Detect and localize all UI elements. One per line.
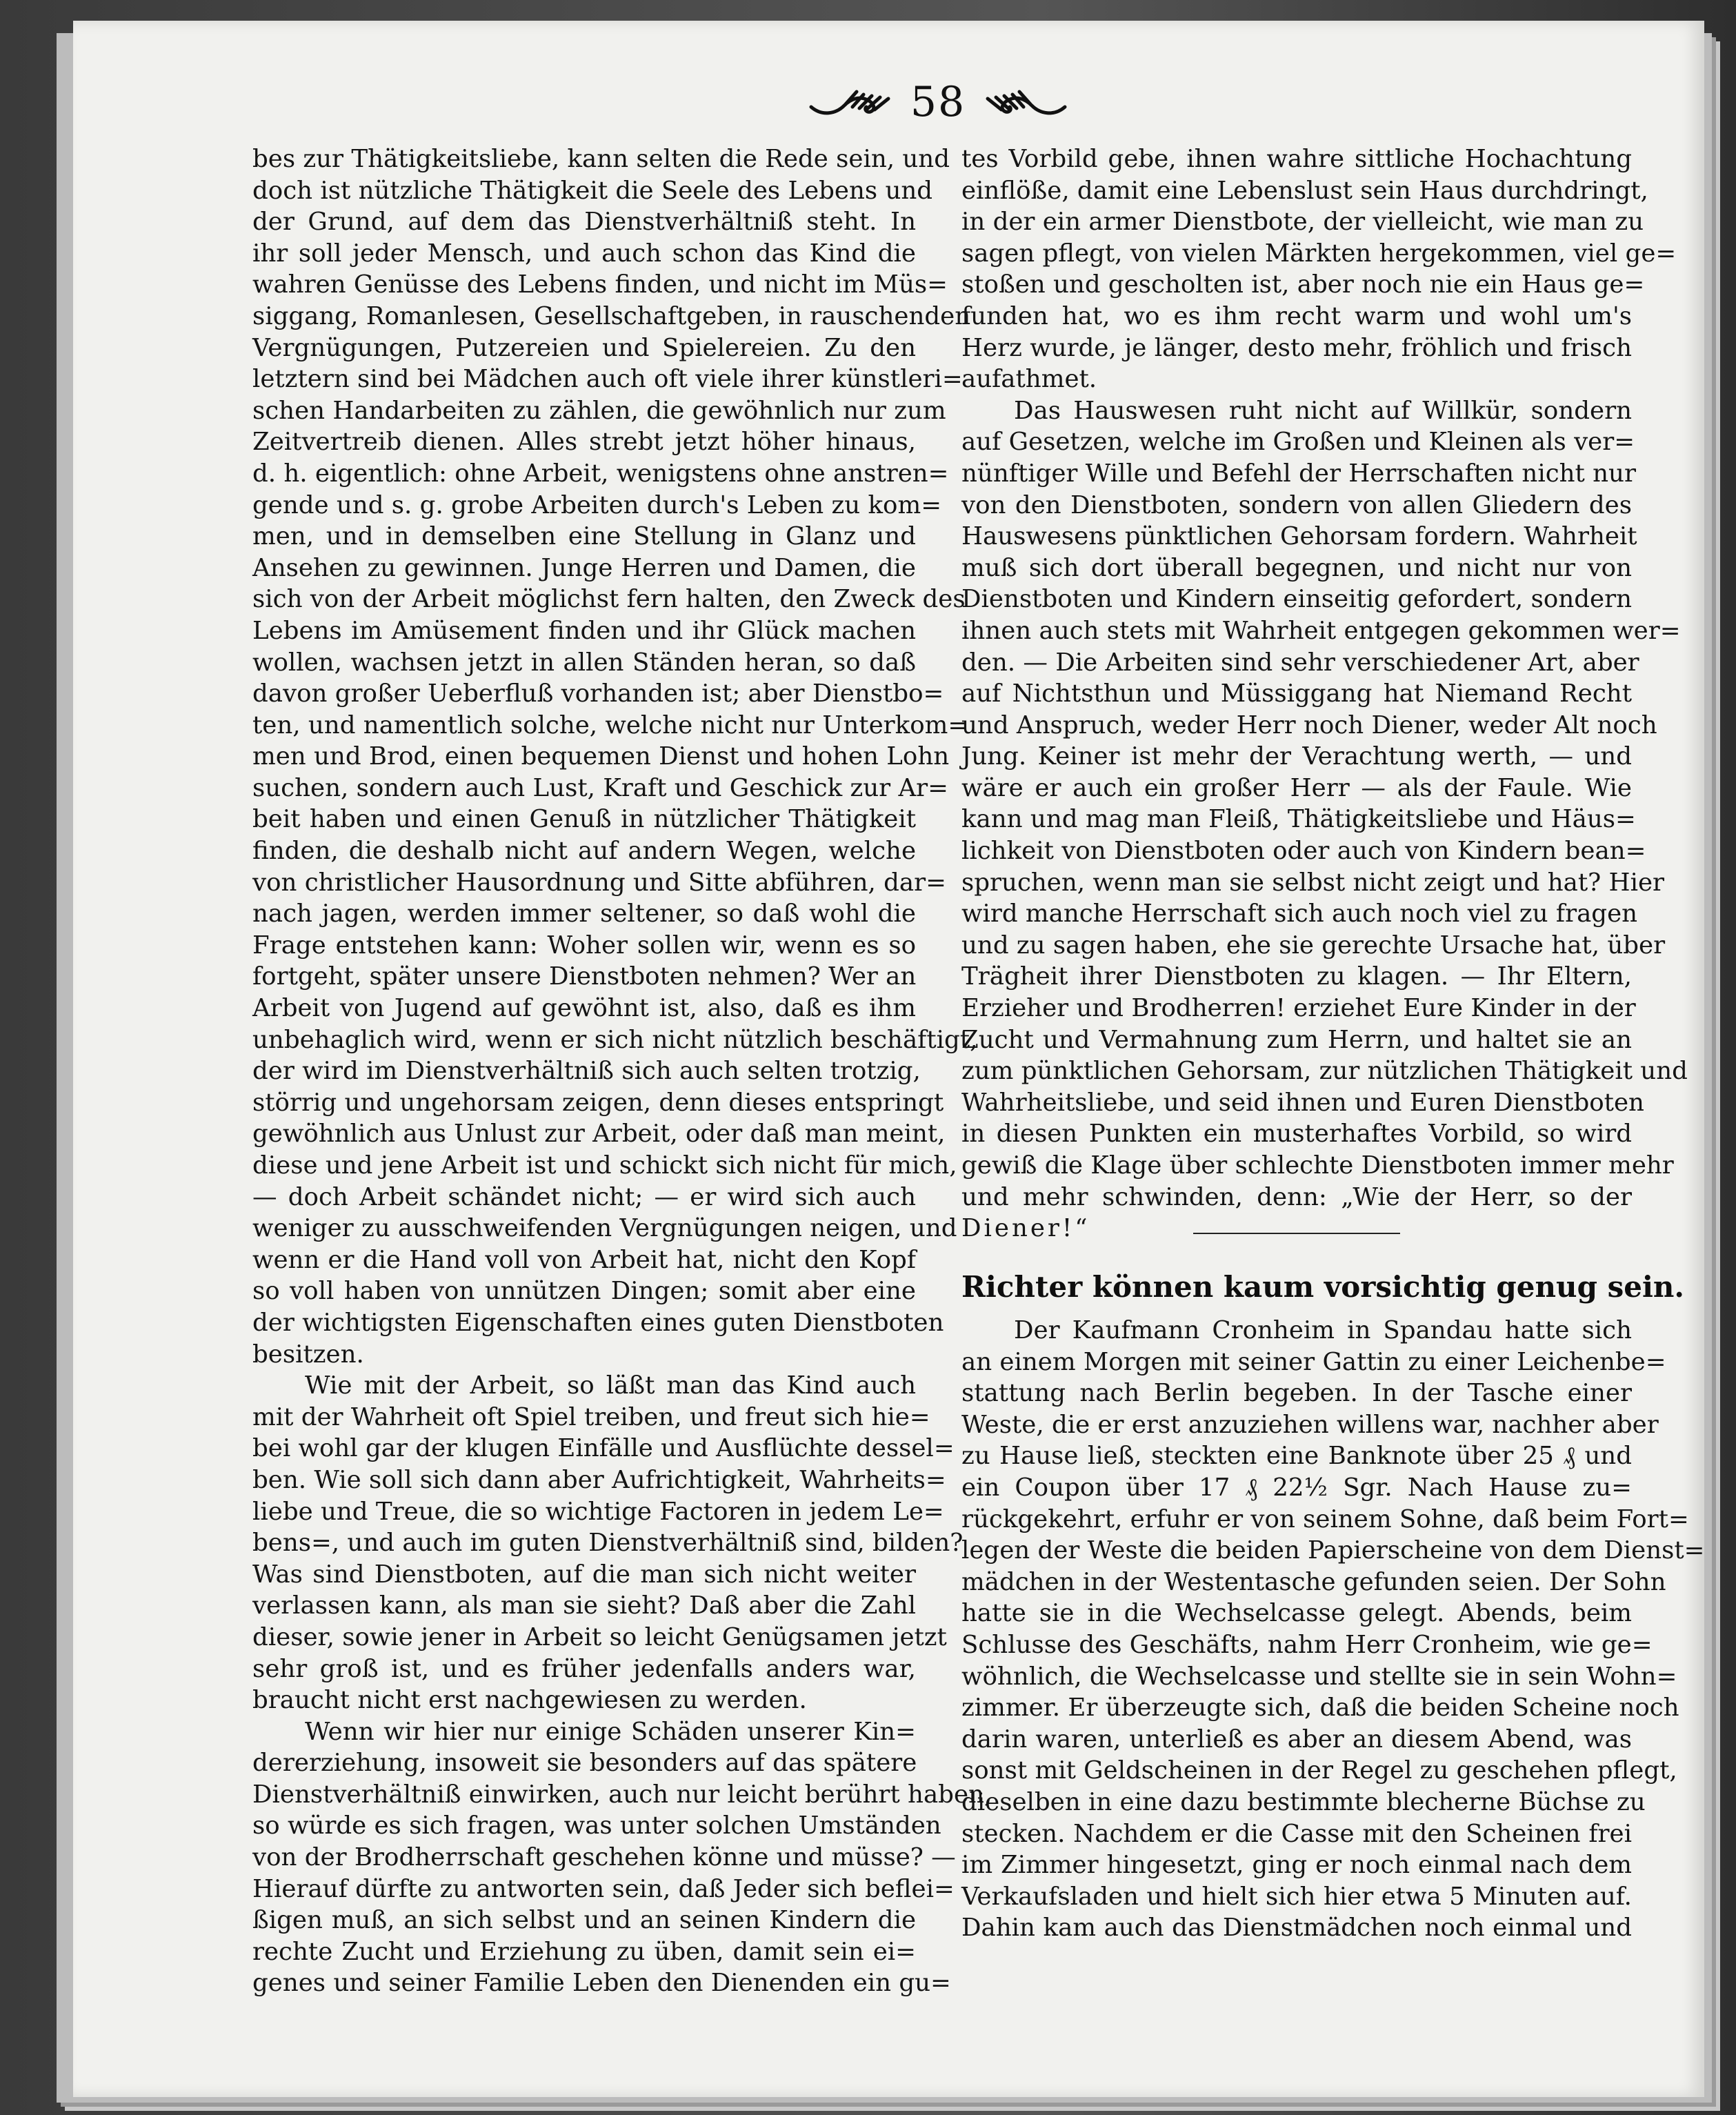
text-line: finden, die deshalb nicht auf andern Wegen, welche [252,837,916,866]
text-line: wollen, wachsen jetzt in allen Ständen heran, so daß [252,648,916,677]
text-line: störrig und ungehorsam zeigen, denn dieses entspringt [252,1088,944,1117]
text-line: gewiß die Klage über schlechte Dienstboten immer mehr [961,1151,1674,1180]
text-line: Erzieher und Brodherren! erziehet Eure Kinder in der [961,994,1636,1023]
text-line: Wahrheitsliebe, und seid ihnen und Euren Dienstboten [961,1088,1644,1117]
text-line: rückgekehrt, erfuhr er von seinem Sohne, daß beim Fort= [961,1505,1689,1533]
text-line: beit haben und einen Genuß in nützlicher Thätigkeit [252,805,916,834]
text-line: der wird im Dienstverhältniß sich auch selten trotzig, [252,1057,921,1086]
article-title: Richter können kaum vorsichtig genug sein. [961,1270,1685,1304]
text-line: sonst mit Geldscheinen in der Regel zu geschehen pflegt, [961,1756,1677,1785]
text-line: von der Brodherrschaft geschehen könne und müsse? — [252,1843,956,1872]
text-line: Hauswesens pünktlichen Gehorsam fordern. Wahrheit [961,522,1637,551]
text-line: legen der Weste die beiden Papierscheine von dem Dienst= [961,1536,1705,1565]
text-line: von christlicher Hausordnung und Sitte abführen, dar= [252,868,946,897]
text-line: mit der Wahrheit oft Spiel treiben, und freut sich hie= [252,1402,930,1431]
text-line: Jung. Keiner ist mehr der Verachtung werth, — und [961,742,1632,771]
text-line: ihnen auch stets mit Wahrheit entgegen gekommen wer= [961,616,1681,645]
left-ornament-icon [808,86,892,118]
text-line: der wichtigsten Eigenschaften eines guten Dienstboten [252,1308,944,1337]
text-line: Wie mit der Arbeit, so läßt man das Kind auch [305,1371,916,1400]
text-line: diese und jene Arbeit ist und schickt sich nicht für mich, [252,1151,957,1180]
text-line: suchen, sondern auch Lust, Kraft und Geschick zur Ar= [252,773,948,802]
text-line: Dienstboten und Kindern einseitig gefordert, sondern [961,585,1632,614]
text-line: tes Vorbild gebe, ihnen wahre sittliche Hochachtung [961,145,1632,173]
text-line: Schlusse des Geschäfts, nahm Herr Cronheim, wie ge= [961,1630,1653,1659]
text-line: von den Dienstboten, sondern von allen Gliedern des [961,490,1632,519]
text-line: besitzen. [252,1340,364,1369]
text-line: auf Nichtsthun und Müssiggang hat Niemand Recht [961,679,1632,708]
text-line: d. h. eigentlich: ohne Arbeit, wenigstens ohne anstren= [252,459,949,488]
text-line: in der ein armer Dienstbote, der vielleicht, wie man zu [961,208,1644,237]
text-line: und Anspruch, weder Herr noch Diener, weder Alt noch [961,711,1657,739]
text-line: ßigen muß, an sich selbst und an seinen Kindern die [252,1906,916,1935]
text-line: aufathmet. [961,365,1097,394]
text-line: ihr soll jeder Mensch, und auch schon das Kind die [252,239,916,268]
text-line: zu Hause ließ, steckten eine Banknote über 25 ₰ und [961,1442,1632,1471]
text-line: wenn er die Hand voll von Arbeit hat, nicht den Kopf [252,1245,916,1274]
text-line: men, und in demselben eine Stellung in Glanz und [252,522,916,551]
text-line: fortgeht, später unsere Dienstboten nehmen? Wer an [252,962,917,991]
text-line: Der Kaufmann Cronheim in Spandau hatte sich [1014,1316,1632,1344]
text-line: zimmer. Er überzeugte sich, daß die beiden Scheine noch [961,1694,1679,1722]
text-line: ben. Wie soll sich dann aber Aufrichtigkeit, Wahrheits= [252,1465,946,1494]
text-line: und mehr schwinden, denn: „Wie der Herr, so der [961,1182,1632,1211]
text-line: doch ist nützliche Thätigkeit die Seele des Lebens und [252,176,933,205]
text-line: so voll haben von unnützen Dingen; somit aber eine [252,1277,916,1306]
text-line: braucht nicht erst nachgewiesen zu werden. [252,1686,807,1715]
text-line: spruchen, wenn man sie selbst nicht zeigt und hat? Hier [961,868,1665,897]
text-line: Dienstverhältniß einwirken, auch nur leicht berührt haben, [252,1780,992,1809]
text-line: im Zimmer hingesetzt, ging er noch einmal nach dem [961,1851,1632,1880]
text-line: letztern sind bei Mädchen auch oft viele ihrer künstleri= [252,365,963,394]
text-line: muß sich dort überall begegnen, und nicht nur von [961,553,1632,582]
text-line: Weste, die er erst anzuziehen willens war, nachher aber [961,1410,1659,1439]
text-line: Das Hauswesen ruht nicht auf Willkür, sondern [1014,396,1632,425]
page-number: 58 [910,78,966,126]
text-line: stecken. Nachdem er die Casse mit den Scheinen frei [961,1819,1632,1848]
text-line: und zu sagen haben, ehe sie gerechte Ursache hat, über [961,931,1666,960]
text-line: siggang, Romanlesen, Gesellschaftgeben, in rauschenden [252,301,971,330]
text-line: weniger zu ausschweifenden Vergnügungen neigen, und [252,1214,957,1243]
text-line: schen Handarbeiten zu zählen, die gewöhnlich nur zum [252,396,946,425]
text-line: nach jagen, werden immer seltener, so daß wohl die [252,900,916,929]
text-line: so würde es sich fragen, was unter solchen Umständen [252,1811,941,1840]
text-line: bei wohl gar der klugen Einfälle und Ausflüchte dessel= [252,1434,955,1463]
text-line: genes und seiner Familie Leben den Dienenden ein gu= [252,1969,951,1998]
text-line: Trägheit ihrer Dienstboten zu klagen. — Ihr Eltern, [961,962,1632,991]
text-line: den. — Die Arbeiten sind sehr verschiedener Art, aber [961,648,1639,677]
text-line: Herz wurde, je länger, desto mehr, fröhlich und frisch [961,333,1632,362]
text-line: Zucht und Vermahnung zum Herrn, und haltet sie an [961,1025,1632,1054]
text-line: an einem Morgen mit seiner Gattin zu einer Leichenbe= [961,1347,1666,1376]
text-line: lichkeit von Dienstboten oder auch von Kindern bean= [961,837,1646,866]
text-line: Zeitvertreib dienen. Alles strebt jetzt höher hinaus, [252,428,916,457]
text-line: wäre er auch ein großer Herr — als der Faule. Wie [961,773,1632,802]
text-line: in diesen Punkten ein musterhaftes Vorbild, so wird [961,1120,1632,1149]
text-line: unbehaglich wird, wenn er sich nicht nützlich beschäftigt, [252,1025,978,1054]
text-line: davon großer Ueberfluß vorhanden ist; aber Dienstbo= [252,679,944,708]
text-line: nünftiger Wille und Befehl der Herrschaften nicht nur [961,459,1636,488]
text-line: Diener!“ [961,1214,1090,1243]
text-line: ten, und namentlich solche, welche nicht nur Unterkom= [252,711,969,739]
text-line: bens=, und auch im guten Dienstverhältniß sind, bilden? [252,1529,964,1558]
text-line: liebe und Treue, die so wichtige Factoren in jedem Le= [252,1497,944,1526]
text-line: Vergnügungen, Putzereien und Spielereien. Zu den [252,333,916,362]
text-line: auf Gesetzen, welche im Großen und Kleinen als ver= [961,428,1635,457]
text-line: dererziehung, insoweit sie besonders auf das spätere [252,1749,917,1778]
text-line: Wenn wir hier nur einige Schäden unserer Kin= [305,1717,916,1746]
text-line: Verkaufsladen und hielt sich hier etwa 5 Minuten auf. [961,1882,1632,1911]
text-line: bes zur Thätigkeitsliebe, kann selten die Rede sein, und [252,145,950,173]
text-line: hatte sie in die Wechselcasse gelegt. Abends, beim [961,1599,1632,1628]
text-line: Hierauf dürfte zu antworten sein, daß Jeder sich beflei= [252,1874,955,1903]
text-line: funden hat, wo es ihm recht warm und wohl um's [961,301,1632,330]
text-line: — doch Arbeit schändet nicht; — er wird sich auch [252,1182,916,1211]
text-line: der Grund, auf dem das Dienstverhältniß steht. In [252,208,916,237]
text-line: stattung nach Berlin begeben. In der Tasche einer [961,1379,1632,1408]
text-line: darin waren, unterließ es aber an diesem Abend, was [961,1725,1632,1754]
text-line: stoßen und gescholten ist, aber noch nie ein Haus ge= [961,270,1645,299]
text-line: dieselben in eine dazu bestimmte blecherne Büchse zu [961,1787,1646,1816]
text-line: Dahin kam auch das Dienstmädchen noch einmal und [961,1914,1632,1943]
text-line: zum pünktlichen Gehorsam, zur nützlichen Thätigkeit und [961,1057,1688,1086]
text-line: kann und mag man Fleiß, Thätigkeitsliebe und Häus= [961,805,1636,834]
text-line: Was sind Dienstboten, auf die man sich nicht weiter [252,1560,916,1589]
text-line: sagen pflegt, von vielen Märkten hergekommen, viel ge= [961,239,1677,268]
text-line: Lebens im Amüsement finden und ihr Glück machen [252,616,916,645]
right-text-column [961,143,1688,1244]
text-line: gende und s. g. grobe Arbeiten durch's Leben zu kom= [252,490,942,519]
text-line: Arbeit von Jugend auf gewöhnt ist, also, daß es ihm [252,994,916,1023]
text-line: Ansehen zu gewinnen. Junge Herren und Damen, die [252,553,916,582]
right-ornament-icon [984,86,1068,118]
text-line: wöhnlich, die Wechselcasse und stellte sie in sein Wohn= [961,1662,1677,1691]
section-divider-rule [1193,1233,1400,1234]
article-body [961,1315,1705,1944]
page-header [793,75,1083,130]
text-line: mädchen in der Westentasche gefunden seien. Der Sohn [961,1567,1666,1596]
text-line: einflöße, damit eine Lebenslust sein Haus durchdringt, [961,176,1648,205]
text-line: verlassen kann, als man sie sieht? Daß aber die Zahl [252,1591,916,1620]
text-line: wahren Genüsse des Lebens finden, und nicht im Müs= [252,270,948,299]
text-line: sich von der Arbeit möglichst fern halten, den Zweck des [252,585,966,614]
text-line: dieser, sowie jener in Arbeit so leicht Genügsamen jetzt [252,1622,947,1651]
text-line: rechte Zucht und Erziehung zu üben, damit sein ei= [252,1937,916,1966]
text-line: men und Brod, einen bequemen Dienst und hohen Lohn [252,742,950,771]
text-line: ein Coupon über 17 ₰ 22½ Sgr. Nach Hause zu= [961,1473,1632,1502]
text-line: wird manche Herrschaft sich auch noch viel zu fragen [961,900,1638,929]
left-text-column [252,143,992,1999]
text-line: Frage entstehen kann: Woher sollen wir, wenn es so [252,931,916,960]
text-line: gewöhnlich aus Unlust zur Arbeit, oder daß man meint, [252,1120,946,1149]
text-line: sehr groß ist, und es früher jedenfalls anders war, [252,1654,916,1683]
